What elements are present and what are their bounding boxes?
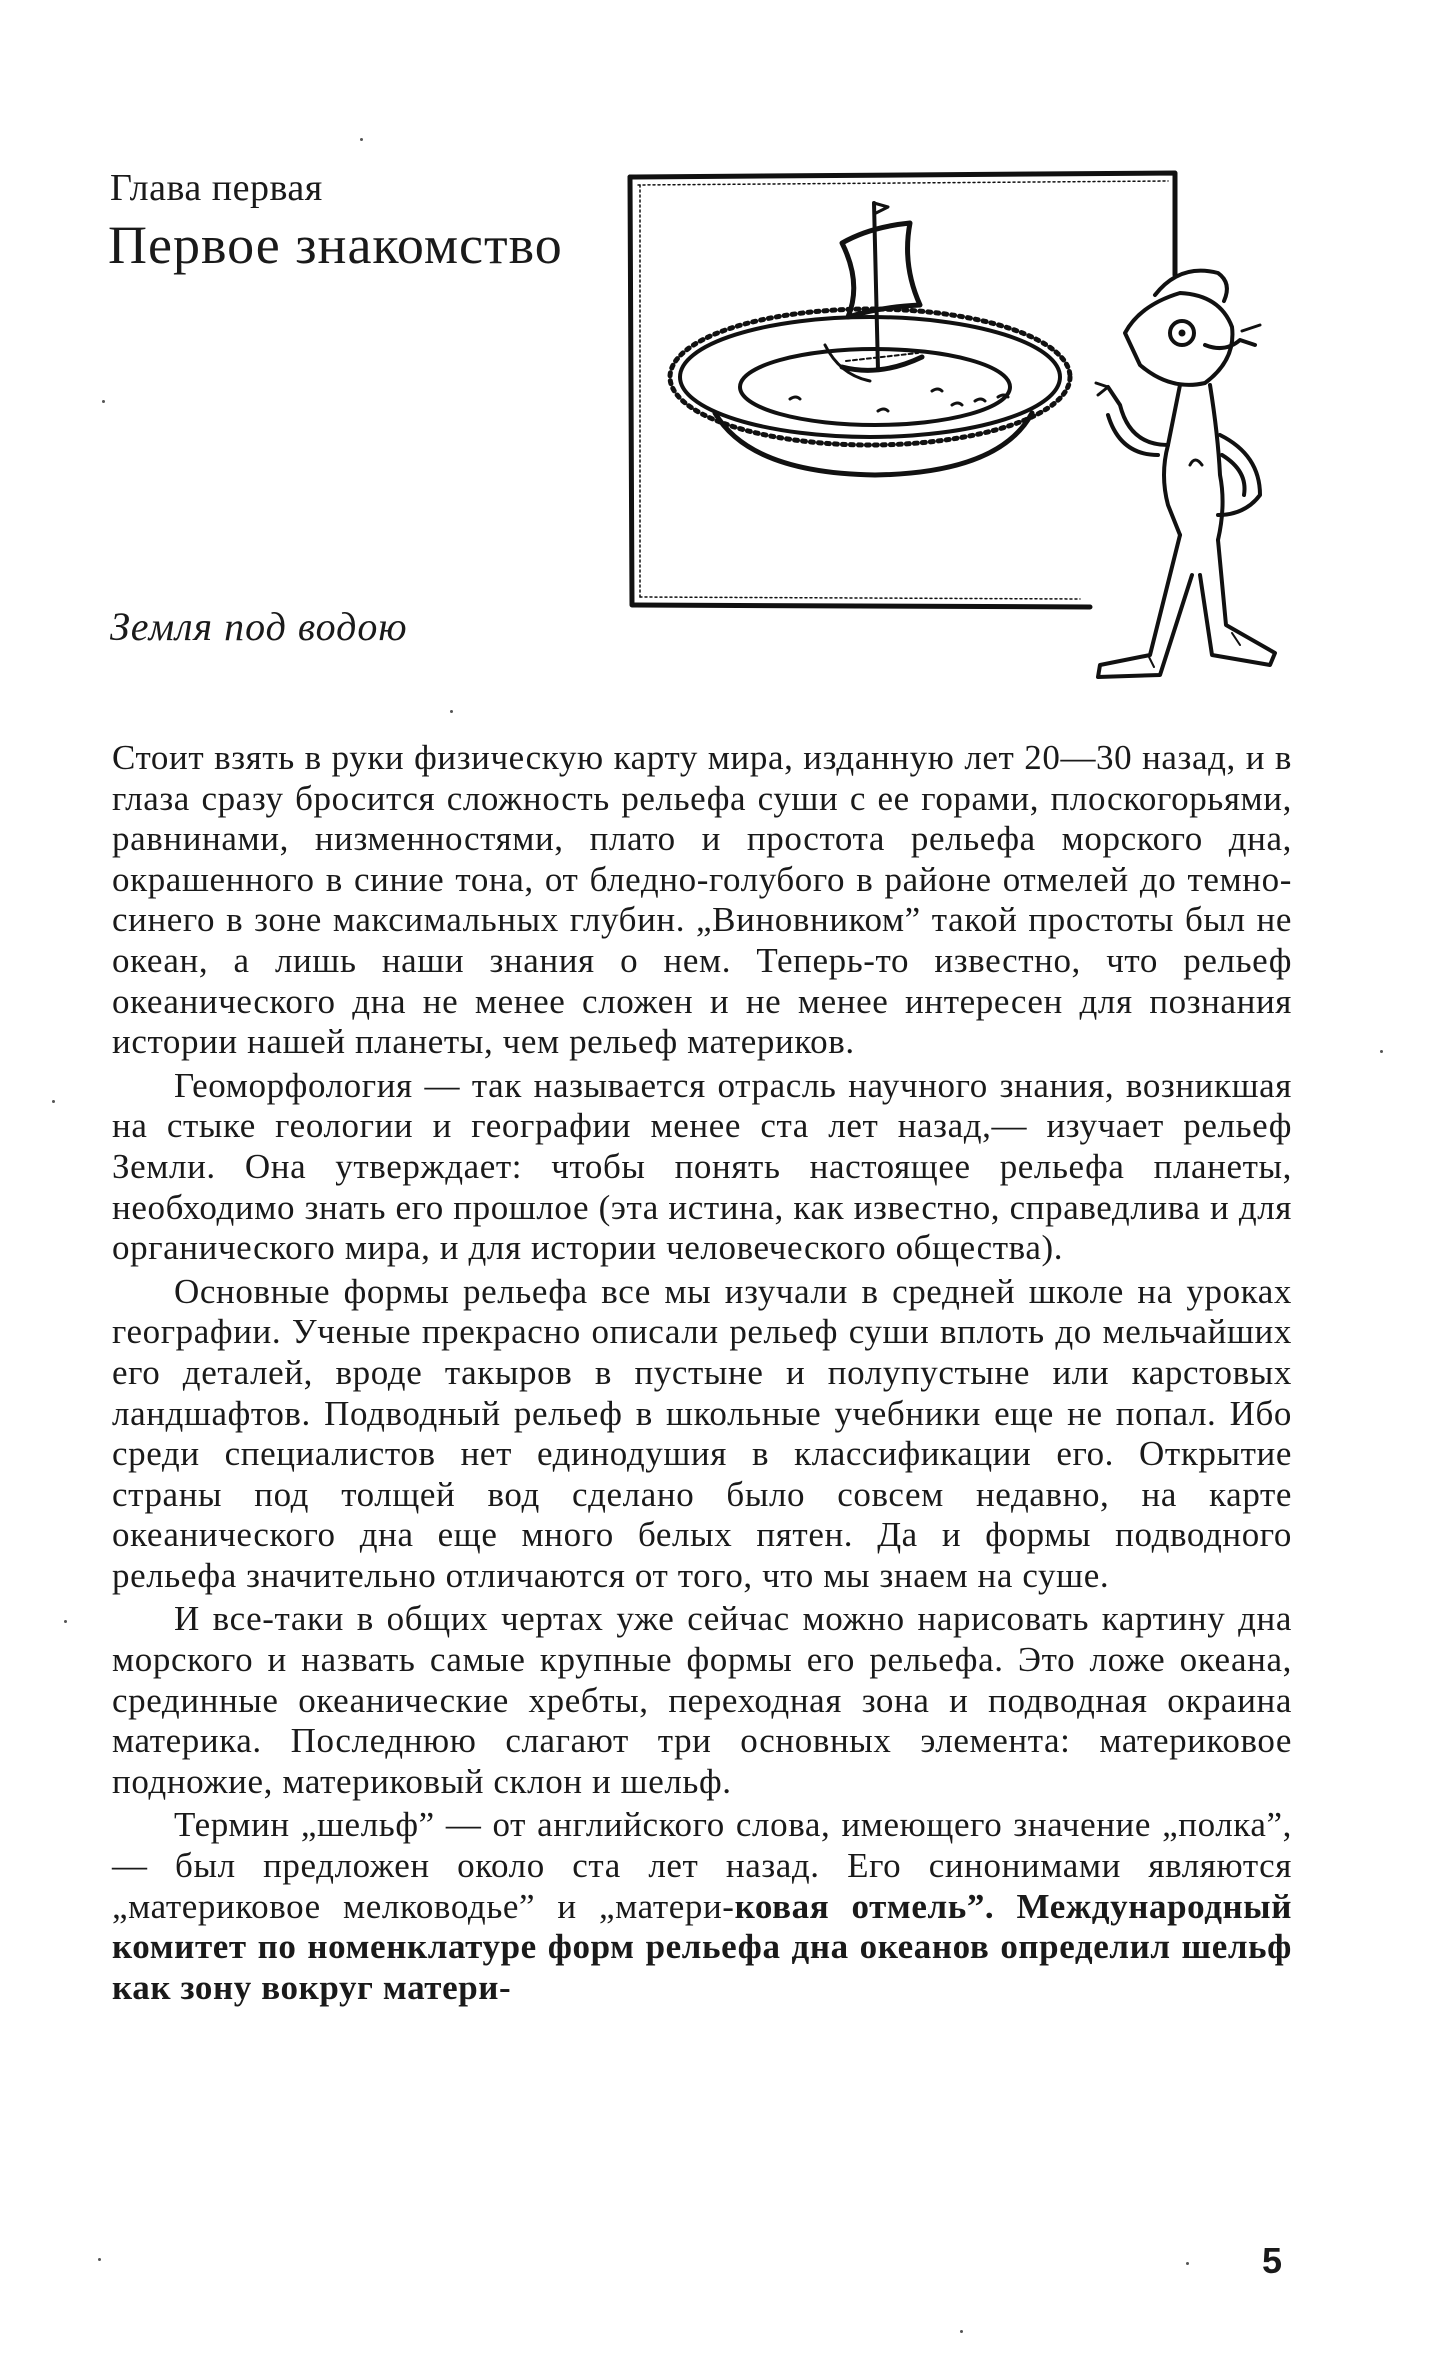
scan-speck	[1186, 2262, 1189, 2265]
paragraph-4: И все-таки в общих чертах уже сейчас можно нарисовать картину дна морского и назвать самые крупные формы его рельефа. Это ложе океана, срединные океанические хребты, переходная зона и подводная окраина материка. Последнюю слагают три основных элемента: материковое подножие, материковый склон и шельф.	[112, 1599, 1292, 1801]
character-nose	[1205, 340, 1255, 348]
scan-speck	[360, 138, 363, 141]
scan-speck	[960, 2330, 963, 2333]
paragraph-3: Основные формы рельефа все мы изучали в средней школе на уроках географии. Ученые прекрасно описали рельеф суши вплоть до мельчайших его деталей, вроде такыров в пустыне и полупустыне или карстовых ландшафтов. Подводный рельеф в школьные учебники еще не попал. Ибо среди специалистов нет единодушия в классификации его. Открытие страны под толщей вод сделано было совсем недавно, на карте океанического дна еще много белых пятен. Да и формы подводного рельефа значительно отличаются от того, что мы знаем на суше.	[112, 1271, 1292, 1595]
ship-hull	[842, 357, 922, 370]
paragraph-5-regular: Термин „шельф” — от английского слова, имеющего значение „полка”,— был предложен около ста лет назад. Его синонимами являются „материковое мелководье” и „матери-	[112, 1805, 1292, 1926]
character-head	[1125, 293, 1232, 385]
scan-speck	[98, 2258, 101, 2261]
scan-speck	[64, 1620, 67, 1623]
character-leg-right	[1200, 540, 1275, 665]
character-leg-left	[1098, 535, 1192, 677]
character-body	[1164, 385, 1180, 535]
ship-sail	[842, 223, 920, 317]
plate-inner	[740, 349, 1010, 425]
page-number: 5	[1262, 2240, 1283, 2281]
paragraph-5-bold: ковая отмель”. Международный комитет по номенклатуре форм рельефа дна океанов определил шельф как зону вокруг матери-	[112, 1886, 1292, 2007]
section-title: Земля под водою	[110, 604, 408, 649]
scan-speck	[1380, 1050, 1383, 1053]
scan-speck	[52, 1100, 55, 1103]
body-text	[112, 738, 1292, 2011]
ship-on-plate-illustration	[620, 155, 1290, 695]
scan-speck	[102, 400, 105, 403]
scan-speck	[450, 710, 453, 713]
paragraph-2: Геоморфология — так называется отрасль научного знания, возникшая на стыке геологии и географии менее ста лет назад,— изучает рельеф Земли. Она утверждает: чтобы понять настоящее рельефа планеты, необходимо знать его прошлое (эта истина, как известно, справедлива и для органического мира, и для истории человеческого общества).	[112, 1065, 1292, 1268]
paragraph-5	[112, 1805, 1292, 2008]
chapter-title: Первое знакомство	[108, 215, 563, 275]
paragraph-1: Стоит взять в руки физическую карту мира, изданную лет 20—30 назад, и в глаза сразу бросится сложность рельефа суши с ее горами, плоскогорьями, равнинами, низменностями, плато и простота рельефа морского дна, окрашенного в синие тона, от бледно-голубого в районе отмелей до темно-синего в зоне максимальных глубин. „Виновником” такой простоты был не океан, а лишь наши знания о нем. Теперь-то известно, что рельеф океанического дна не менее сложен и не менее интересен для познания истории нашей планеты, чем рельеф материков.	[112, 738, 1292, 1062]
board-frame-left-bottom	[630, 177, 1090, 607]
chapter-label: Глава первая	[110, 167, 323, 209]
